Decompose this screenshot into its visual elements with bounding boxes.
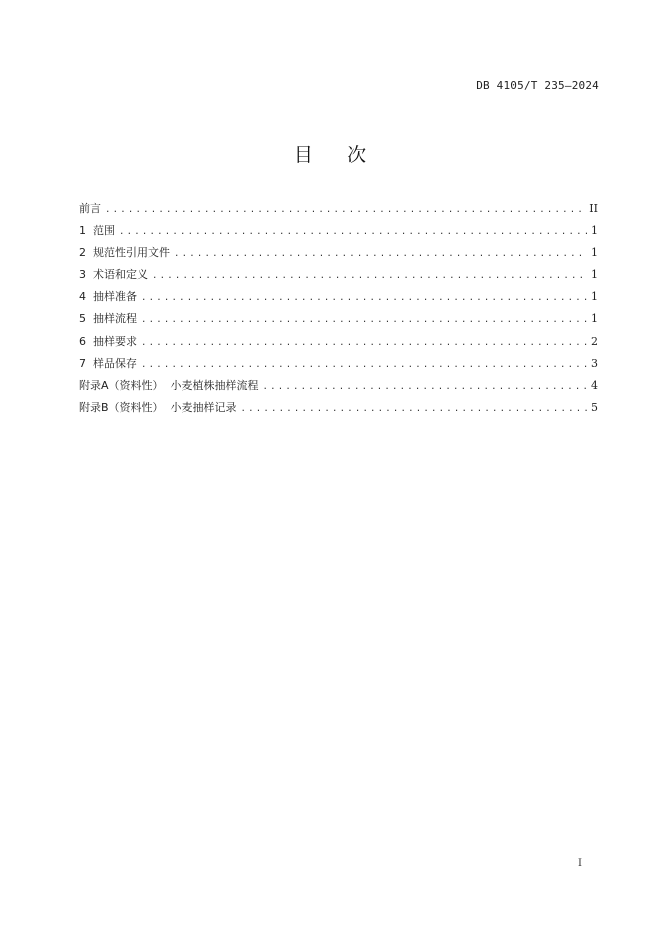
- toc-entry-page: 2: [591, 334, 598, 348]
- document-number: DB 4105/T 235—2024: [476, 79, 599, 92]
- toc-title: 目 次: [293, 144, 369, 166]
- toc-entry-label: 3 术语和定义: [79, 268, 148, 282]
- toc-list: [79, 198, 598, 419]
- toc-entry-label: 7 样品保存: [79, 356, 137, 370]
- toc-entry-sampling-process[interactable]: [79, 308, 598, 330]
- toc-entry-appendix-a[interactable]: [79, 375, 598, 397]
- toc-entry-label: 附录A（资料性） 小麦植株抽样流程: [79, 378, 259, 392]
- toc-dot-leader: [241, 398, 587, 420]
- toc-entry-sampling-preparation[interactable]: [79, 286, 598, 308]
- toc-dot-leader: [141, 287, 587, 309]
- toc-entry-label: 5 抽样流程: [79, 312, 137, 326]
- toc-dot-leader: [141, 332, 587, 354]
- toc-entry-page: 1: [591, 268, 598, 282]
- toc-dot-leader: [141, 309, 587, 331]
- toc-dot-leader: [263, 376, 587, 398]
- toc-entry-appendix-b[interactable]: [79, 397, 598, 419]
- toc-entry-label: 附录B（资料性） 小麦抽样记录: [79, 400, 237, 414]
- toc-entry-page: 1: [591, 224, 598, 238]
- toc-entry-page: 5: [591, 400, 598, 414]
- toc-entry-page: 1: [591, 290, 598, 304]
- toc-entry-foreword[interactable]: [79, 198, 598, 220]
- toc-entry-label: 2 规范性引用文件: [79, 246, 170, 260]
- toc-entry-sample-storage[interactable]: [79, 353, 598, 375]
- toc-entry-scope[interactable]: [79, 220, 598, 242]
- toc-dot-leader: [152, 265, 587, 287]
- toc-dot-leader: [141, 354, 587, 376]
- toc-entry-page: II: [589, 202, 598, 215]
- toc-entry-page: 3: [591, 356, 598, 370]
- toc-dot-leader: [119, 221, 587, 243]
- toc-entry-page: 1: [591, 312, 598, 326]
- toc-entry-page: 1: [591, 246, 598, 260]
- page-number: I: [578, 858, 582, 869]
- toc-entry-label: 4 抽样准备: [79, 290, 137, 304]
- toc-entry-label: 6 抽样要求: [79, 334, 137, 348]
- toc-entry-sampling-requirements[interactable]: [79, 331, 598, 353]
- toc-entry-page: 4: [591, 378, 598, 392]
- toc-dot-leader: [174, 243, 587, 265]
- toc-entry-label: 前言: [79, 202, 101, 215]
- toc-entry-normative-references[interactable]: [79, 242, 598, 264]
- toc-dot-leader: [105, 199, 585, 221]
- toc-entry-terms-definitions[interactable]: [79, 264, 598, 286]
- toc-entry-label: 1 范围: [79, 224, 115, 238]
